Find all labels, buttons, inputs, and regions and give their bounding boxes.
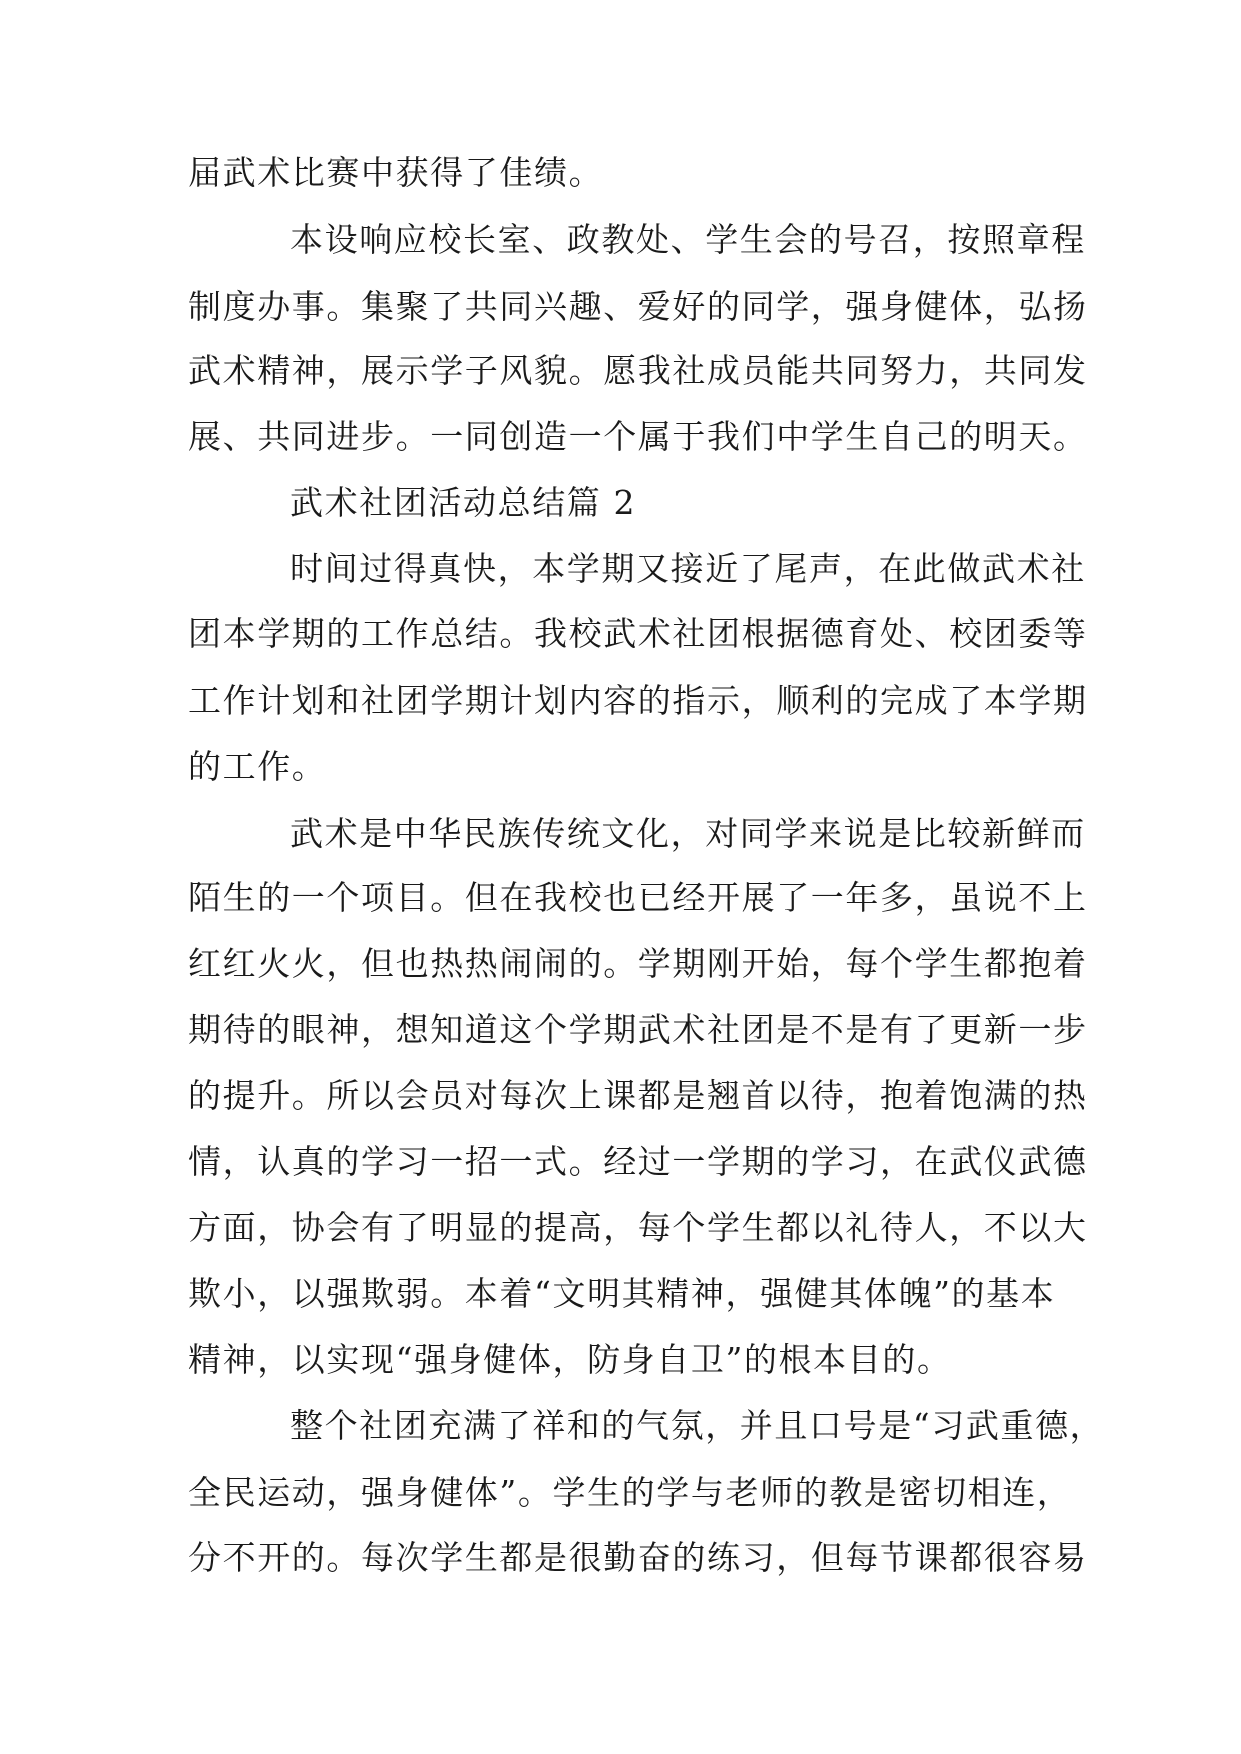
text-line: 展、共同进步。一同创造一个属于我们中学生自己的明天。 [188, 417, 1088, 456]
text-line: 精神，以实现“强身健体，防身自卫”的根本目的。 [188, 1340, 952, 1379]
paragraph-first-line: 时间过得真快，本学期又接近了尾声，在此做武术社 [290, 549, 1086, 588]
text-line: 武术精神，展示学子风貌。愿我社成员能共同努力，共同发 [188, 351, 1088, 390]
text-line: 团本学期的工作总结。我校武术社团根据德育处、校团委等 [188, 614, 1088, 653]
text-line: 的提升。所以会员对每次上课都是翘首以待，抱着饱满的热 [188, 1076, 1088, 1115]
text-line: 期待的眼神，想知道这个学期武术社团是不是有了更新一步 [188, 1010, 1088, 1049]
text-line: 陌生的一个项目。但在我校也已经开展了一年多，虽说不上 [188, 878, 1088, 917]
text-line: 情，认真的学习一招一式。经过一学期的学习，在武仪武德 [188, 1142, 1088, 1181]
text-line: 制度办事。集聚了共同兴趣、爱好的同学，强身健体，弘扬 [188, 287, 1088, 326]
paragraph-first-line: 整个社团充满了祥和的气氛，并且口号是“习武重德， [290, 1406, 1105, 1445]
text-line: 欺小，以强欺弱。本着“文明其精神，强健其体魄”的基本 [188, 1274, 1056, 1313]
text-line: 红红火火，但也热热闹闹的。学期刚开始，每个学生都抱着 [188, 944, 1088, 983]
text-line: 工作计划和社团学期计划内容的指示，顺利的完成了本学期 [188, 681, 1088, 720]
paragraph-first-line: 本设响应校长室、政教处、学生会的号召，按照章程 [290, 220, 1086, 259]
text-line: 的工作。 [188, 747, 327, 786]
text-line: 分不开的。每次学生都是很勤奋的练习，但每节课都很容易 [188, 1538, 1088, 1577]
text-line: 届武术比赛中获得了佳绩。 [188, 153, 604, 192]
paragraph-first-line: 武术是中华民族传统文化，对同学来说是比较新鲜而 [290, 814, 1086, 853]
text-line: 全民运动，强身健体”。学生的学与老师的教是密切相连， [188, 1473, 1072, 1512]
text-line: 方面，协会有了明显的提高，每个学生都以礼待人，不以大 [188, 1208, 1088, 1247]
section-heading: 武术社团活动总结篇 2 [290, 483, 637, 522]
